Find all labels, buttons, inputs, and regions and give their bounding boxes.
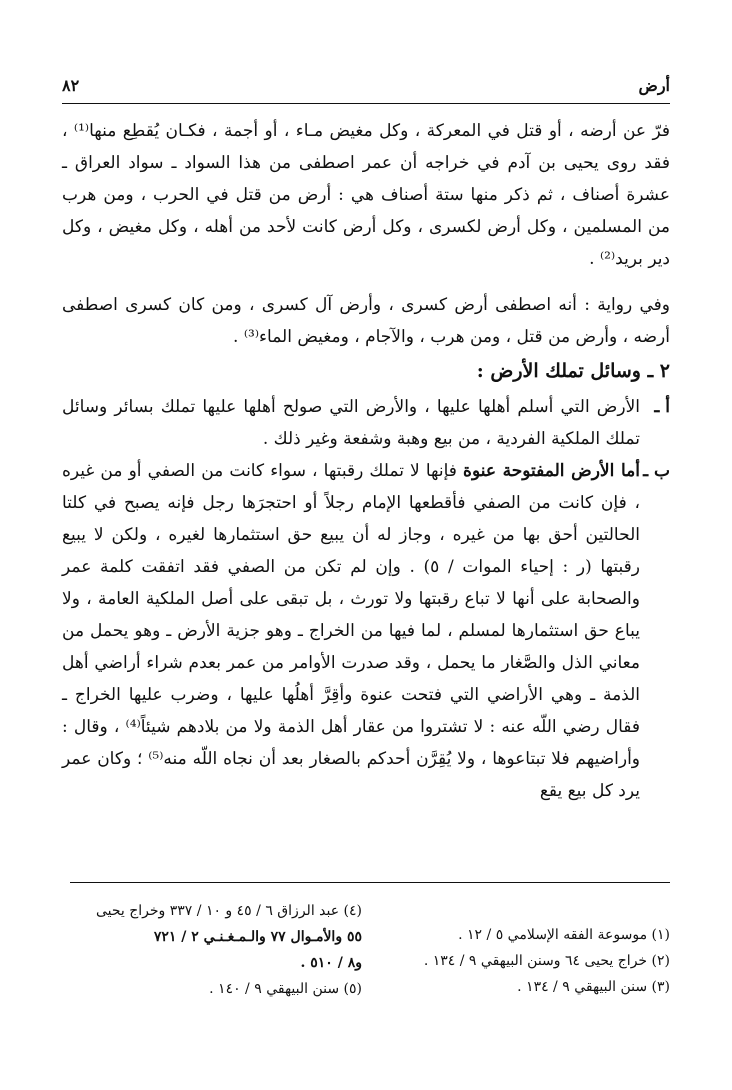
section-heading: ٢ ـ وسائل تملك الأرض : <box>476 360 670 382</box>
footnote: و٨ / ٥١٠ . <box>300 955 362 971</box>
footnote: ٥٥ والأمـوال ٧٧ والـمـغـنـي ٢ / ٧٢١ <box>153 929 362 945</box>
paragraph: وفي رواية : أنه اصطفى أرض كسرى ، وأرض آل كسرى ، ومن كان كسرى اصطفى أرضه ، وأرض من قتل ، ومن هرب ، والآجام ، ومغيض الماء⁽³⁾ . <box>62 295 670 347</box>
main-text <box>62 115 670 807</box>
footnote: (٢) خراج يحيى ٦٤ وسنن البيهقي ٩ / ١٣٤ . <box>423 953 670 969</box>
list-item <box>62 391 670 455</box>
footnotes <box>62 898 670 1002</box>
footnote: (٣) سنن البيهقي ٩ / ١٣٤ . <box>517 979 670 995</box>
paragraph: فرّ عن أرضه ، أو قتل في المعركة ، وكل مغيض مـاء ، أو أجمة ، فكـان يُقطِع منها⁽¹⁾ ، فقد روى يحيى بن آدم في خراجه أن عمر اصطفى من هذا السواد ـ سواد العراق ـ عشرة أصناف ، ثم ذكر منها ستة أصناف هي : أرض من قتل في الحرب ، ومن هرب من المسلمين ، وكل أرض لكسرى ، وكل أرض كانت لأحد من أهله ، وكل مغيض ، وكل دير بريد⁽²⁾ . <box>62 121 670 269</box>
footnote: (١) موسوعة الفقه الإسلامي ٥ / ١٢ . <box>458 927 670 943</box>
list-marker: ب ـ <box>643 461 670 481</box>
footnote: (٥) سنن البيهقي ٩ / ١٤٠ . <box>209 981 362 997</box>
list-item-text <box>62 391 640 455</box>
list-item-body: الأرض التي أسلم أهلها عليها ، والأرض التي صولح أهلها عليها تملك بسائر وسائل تملك الملكية الفردية ، من بيع وهبة وشفعة وغير ذلك . <box>62 397 640 449</box>
list-marker: أ ـ <box>654 397 670 417</box>
footnote: (٤) عبد الرزاق ٦ / ٤٥ و ١٠ / ٣٣٧ وخراج يحيى <box>95 903 362 919</box>
list-item-text <box>62 455 640 807</box>
footnotes-right-column <box>390 898 670 1002</box>
list-item <box>62 455 670 807</box>
footnote-divider <box>70 882 670 883</box>
footnotes-left-column <box>62 898 362 1002</box>
page-number: ٨٢ <box>62 75 80 95</box>
list-item-lead: أما الأرض المفتوحة عنوة <box>463 461 640 481</box>
header-divider <box>62 103 670 104</box>
running-header <box>62 74 670 96</box>
list-item-body: فإنها لا تملك رقبتها ، سواء كانت من الصفي أو من غيره ، فإن كانت من الصفي فأقطعها الإمام رجلاً أو احتجرَها رجل فإنه يصبح في كلتا الحالتين أحق بها من غيره ، وجاز له أن يبيع حق استثمارها لغيره ، ولكن لا يبيع رقبتها (ر : إحياء الموات / ٥) . وإن لم تكن من الصفي فقد اتفقت كلمة عمر والصحابة على أنها لا تباع رقبتها ولا تورث ، بل تبقى على أصل الملكية العامة ، ولا يباع حق استثمارها لمسلم ، لما فيها من الخراج ـ وهو جزية الأرض ـ وهو يحمل من معاني الذل والصَّغار ما يحمل ، وقد صدرت الأوامر من عمر بعدم شراء أراضي أهل الذمة ـ وهي الأراضي التي فتحت عنوة وأقِرَّ أهلُها عليها ، وضرب عليها الخراج ـ فقال رضي اللّه عنه : لا تشتروا من عقار أهل الذمة ولا من بلادهم شيئاً⁽⁴⁾ ، وقال : وأراضيهم فلا تبتاعوها ، ولا يُقِرَّن أحدكم بالصغار بعد أن نجاه اللّه منه⁽⁵⁾ ؛ وكان عمر يرد كل بيع يقع <box>62 461 641 801</box>
header-title: أرض <box>638 75 670 95</box>
paragraph-spacer <box>62 275 670 289</box>
